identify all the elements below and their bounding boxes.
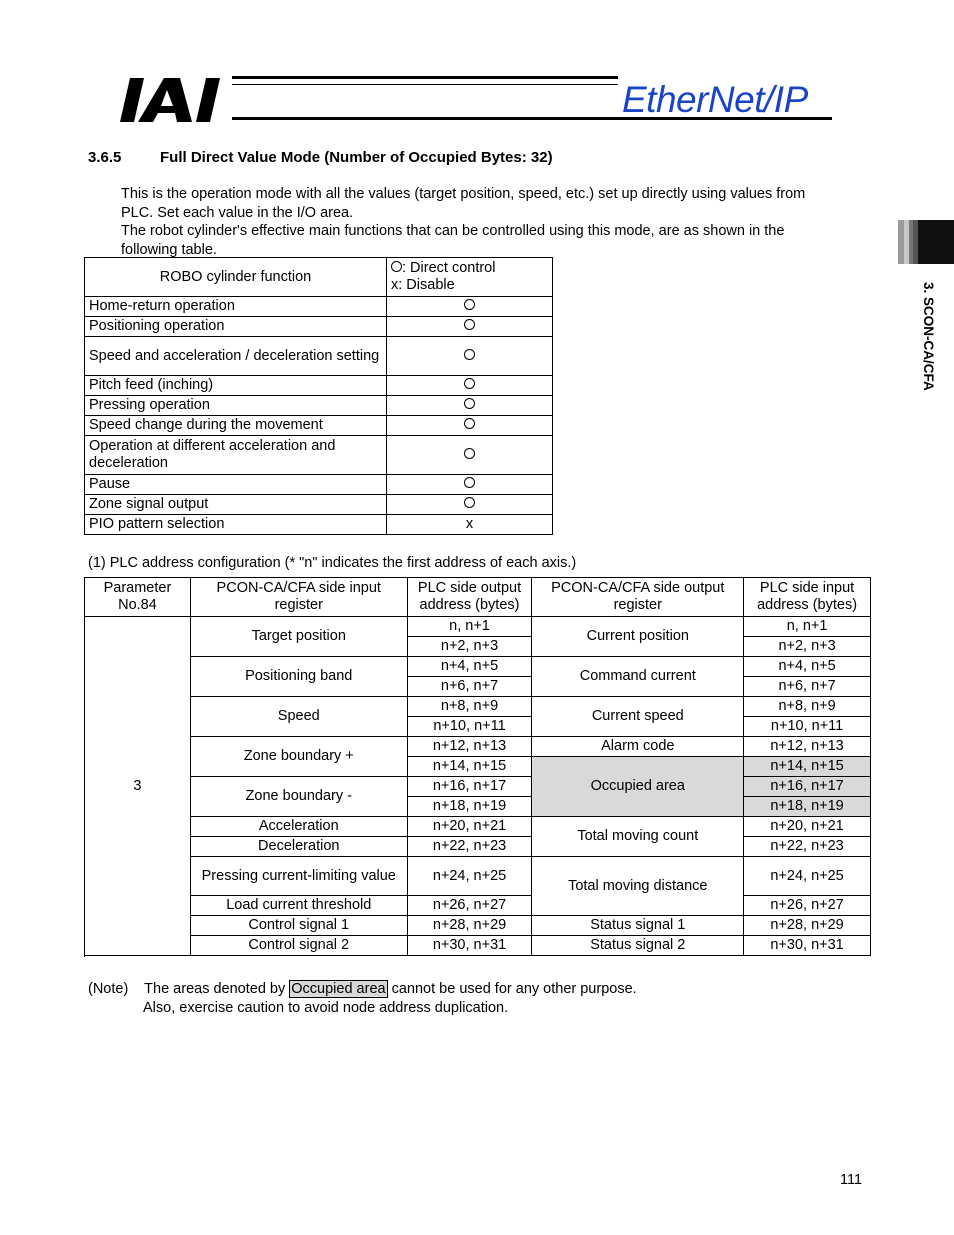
intro-line: PLC. Set each value in the I/O area. [121,204,354,221]
function-label: Pitch feed (inching) [85,376,387,396]
circle-icon [464,418,475,429]
output-address: n, n+1 [407,617,532,637]
function-value: x [387,515,553,535]
output-address: n+20, n+21 [407,817,532,837]
config-caption: (1) PLC address configuration (* "n" indicates the first address of each axis.) [88,555,577,571]
section-number: 3.6.5 [88,149,122,166]
input-address: n+16, n+17 [744,777,871,797]
input-register: Acceleration [190,817,407,837]
input-register: Zone boundary - [190,777,407,817]
input-address: n+30, n+31 [744,936,871,956]
note-line2: Also, exercise caution to avoid node address duplication. [143,1000,509,1016]
header-input-register: PCON-CA/CFA side input register [190,578,407,617]
circle-icon [464,349,475,360]
input-address: n+26, n+27 [744,896,871,916]
header-param: Parameter No.84 [85,578,191,617]
input-address: n+28, n+29 [744,916,871,936]
function-label: Pressing operation [85,396,387,416]
input-address: n, n+1 [744,617,871,637]
input-address: n+20, n+21 [744,817,871,837]
circle-icon [464,448,475,459]
function-label: Operation at different acceleration and deceleration [85,436,387,475]
chapter-tab-stripes [898,220,918,264]
circle-icon [464,497,475,508]
function-value [387,297,553,317]
section-heading: Full Direct Value Mode (Number of Occupied Bytes: 32) [160,149,553,166]
intro-line: This is the operation mode with all the values (target position, speed, etc.) set up directly using values from [121,186,806,202]
input-register: Pressing current-limiting value [190,857,407,896]
output-register: Alarm code [532,737,744,757]
circle-icon [464,477,475,488]
output-address: n+30, n+31 [407,936,532,956]
intro-line: The robot cylinder's effective main functions that can be controlled using this mode, are as shown in the [121,223,785,239]
input-address: n+24, n+25 [744,857,871,896]
function-value [387,416,553,436]
function-value [387,436,553,475]
ethernet-ip-brand: EtherNet/IP [622,79,808,120]
function-value [387,475,553,495]
input-register: Speed [190,697,407,737]
function-legend: : Direct control x: Disable [387,258,553,297]
input-register: Deceleration [190,837,407,857]
circle-icon [464,398,475,409]
output-address: n+12, n+13 [407,737,532,757]
iai-logo [120,78,230,122]
function-value [387,495,553,515]
input-address: n+12, n+13 [744,737,871,757]
output-address: n+28, n+29 [407,916,532,936]
function-value [387,337,553,376]
header-plc-input: PLC side input address (bytes) [744,578,871,617]
output-address: n+10, n+11 [407,717,532,737]
input-address: n+10, n+11 [744,717,871,737]
output-register: Current position [532,617,744,657]
note [88,980,637,1018]
note-text: The areas denoted by [144,981,286,997]
output-address: n+16, n+17 [407,777,532,797]
header-plc-output: PLC side output address (bytes) [407,578,532,617]
plc-address-table [84,577,871,956]
input-register: Zone boundary + [190,737,407,777]
chapter-tab-block [918,220,954,264]
output-address: n+24, n+25 [407,857,532,896]
occupied-area-highlight: Occupied area [291,981,386,997]
output-address: n+2, n+3 [407,637,532,657]
output-address: n+22, n+23 [407,837,532,857]
output-address: n+26, n+27 [407,896,532,916]
occupied-area-register: Occupied area [532,757,744,817]
function-label: Positioning operation [85,317,387,337]
output-register: Status signal 1 [532,916,744,936]
input-address: n+22, n+23 [744,837,871,857]
function-header: ROBO cylinder function [85,258,387,297]
output-register: Current speed [532,697,744,737]
function-value [387,376,553,396]
param-value: 3 [85,617,191,956]
output-address: n+6, n+7 [407,677,532,697]
output-address: n+8, n+9 [407,697,532,717]
input-address: n+14, n+15 [744,757,871,777]
function-value [387,317,553,337]
input-address: n+18, n+19 [744,797,871,817]
circle-icon [464,319,475,330]
output-register: Total moving distance [532,857,744,916]
function-value [387,396,553,416]
header-rule-thin [232,84,618,85]
output-register: Status signal 2 [532,936,744,956]
header-output-register: PCON-CA/CFA side output register [532,578,744,617]
note-text: cannot be used for any other purpose. [391,981,637,997]
input-register: Control signal 2 [190,936,407,956]
function-label: PIO pattern selection [85,515,387,535]
circle-icon [391,261,402,272]
intro-line: following table. [121,241,217,258]
input-address: n+4, n+5 [744,657,871,677]
input-register: Control signal 1 [190,916,407,936]
input-register: Load current threshold [190,896,407,916]
function-label: Pause [85,475,387,495]
chapter-side-label: 3. SCON-CA/CFA [921,282,936,391]
input-register: Positioning band [190,657,407,697]
function-label: Home-return operation [85,297,387,317]
function-label: Speed change during the movement [85,416,387,436]
intro-paragraph [121,185,866,259]
input-address: n+6, n+7 [744,677,871,697]
function-table [84,257,553,535]
output-register: Total moving count [532,817,744,857]
header-rule-top [232,76,618,79]
output-address: n+14, n+15 [407,757,532,777]
input-address: n+8, n+9 [744,697,871,717]
note-prefix: (Note) [88,981,129,997]
function-label: Zone signal output [85,495,387,515]
function-label: Speed and acceleration / deceleration setting [85,337,387,376]
circle-icon [464,299,475,310]
input-register: Target position [190,617,407,657]
section-title [88,149,553,166]
input-address: n+2, n+3 [744,637,871,657]
output-address: n+4, n+5 [407,657,532,677]
output-register: Command current [532,657,744,697]
page-number: 111 [840,1172,863,1188]
circle-icon [464,378,475,389]
output-address: n+18, n+19 [407,797,532,817]
